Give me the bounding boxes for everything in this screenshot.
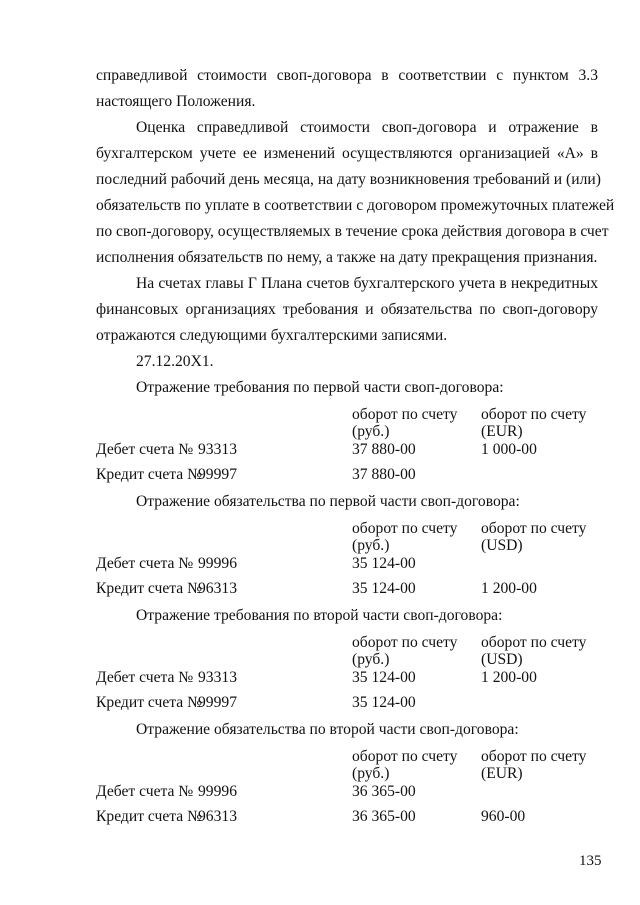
- paragraph-line: последний рабочий день месяца, на дату возникновения требований и (или): [96, 171, 601, 188]
- debit-account: 93313: [198, 441, 237, 458]
- paragraph-line: На счетах главы Г Плана счетов бухгалтерского учета в некредитных: [136, 275, 598, 292]
- rub-column-header: оборот по счету: [352, 748, 458, 765]
- debit-account: 93313: [198, 669, 237, 686]
- rub-unit-label: (руб.): [352, 537, 390, 554]
- debit-rub-amount: 35 124-00: [352, 669, 416, 686]
- currency-column-header: оборот по счету: [481, 634, 587, 651]
- rub-unit-label: (руб.): [352, 765, 390, 782]
- currency-unit-label: (USD): [481, 651, 523, 668]
- entry-title: Отражение требования по первой части своп-договора:: [136, 379, 504, 396]
- debit-account: 99996: [198, 555, 237, 572]
- debit-label: Дебет счета №: [96, 441, 194, 458]
- paragraph-line: по своп-договору, осуществляемых в течение срока действия договора в счет: [96, 223, 609, 240]
- debit-label: Дебет счета №: [96, 555, 194, 572]
- debit-currency-amount: 1 000-00: [481, 441, 537, 458]
- paragraph-line: настоящего Положения.: [96, 93, 256, 110]
- entry-title: Отражение обязательства по первой части своп-договора:: [136, 493, 520, 510]
- debit-label: Дебет счета №: [96, 669, 194, 686]
- paragraph-line: бухгалтерском учете ее изменений осуществляются организацией «А» в: [96, 145, 598, 162]
- page-number: 135: [579, 853, 602, 869]
- paragraph-line: исполнения обязательств по нему, а также на дату прекращения признания.: [96, 249, 598, 266]
- paragraph-line: обязательств по уплате в соответствии с договором промежуточных платежей: [96, 197, 615, 214]
- credit-rub-amount: 36 365-00: [352, 808, 416, 825]
- currency-column-header: оборот по счету: [481, 520, 587, 537]
- currency-column-header: оборот по счету: [481, 748, 587, 765]
- credit-account: 99997: [198, 466, 237, 483]
- credit-label: Кредит счета №: [96, 808, 202, 825]
- debit-account: 99996: [198, 783, 237, 800]
- paragraph-line: финансовых организациях требования и обязательства по своп-договору: [96, 301, 598, 318]
- paragraph-line: отражаются следующими бухгалтерскими записями.: [96, 327, 448, 344]
- credit-account: 96313: [198, 808, 237, 825]
- rub-column-header: оборот по счету: [352, 406, 458, 423]
- debit-label: Дебет счета №: [96, 783, 194, 800]
- debit-rub-amount: 35 124-00: [352, 555, 416, 572]
- currency-unit-label: (EUR): [481, 765, 523, 782]
- currency-column-header: оборот по счету: [481, 406, 587, 423]
- currency-unit-label: (EUR): [481, 423, 523, 440]
- credit-label: Кредит счета №: [96, 466, 202, 483]
- debit-currency-amount: 1 200-00: [481, 669, 537, 686]
- credit-rub-amount: 35 124-00: [352, 580, 416, 597]
- entry-title: Отражение обязательства по второй части своп-договора:: [136, 721, 519, 738]
- rub-unit-label: (руб.): [352, 651, 390, 668]
- credit-label: Кредит счета №: [96, 580, 202, 597]
- debit-rub-amount: 37 880-00: [352, 441, 416, 458]
- credit-rub-amount: 35 124-00: [352, 694, 416, 711]
- rub-unit-label: (руб.): [352, 423, 390, 440]
- debit-rub-amount: 36 365-00: [352, 783, 416, 800]
- paragraph-line: справедливой стоимости своп-договора в соответствии с пунктом 3.3: [96, 67, 598, 84]
- entry-title: Отражение требования по второй части своп-договора:: [136, 607, 503, 624]
- credit-label: Кредит счета №: [96, 694, 202, 711]
- entry-date: 27.12.20Х1.: [136, 353, 214, 370]
- credit-account: 99997: [198, 694, 237, 711]
- paragraph-line: Оценка справедливой стоимости своп-договора и отражение в: [136, 119, 598, 136]
- rub-column-header: оборот по счету: [352, 520, 458, 537]
- credit-rub-amount: 37 880-00: [352, 466, 416, 483]
- credit-currency-amount: 960-00: [481, 808, 526, 825]
- rub-column-header: оборот по счету: [352, 634, 458, 651]
- credit-currency-amount: 1 200-00: [481, 580, 537, 597]
- credit-account: 96313: [198, 580, 237, 597]
- currency-unit-label: (USD): [481, 537, 523, 554]
